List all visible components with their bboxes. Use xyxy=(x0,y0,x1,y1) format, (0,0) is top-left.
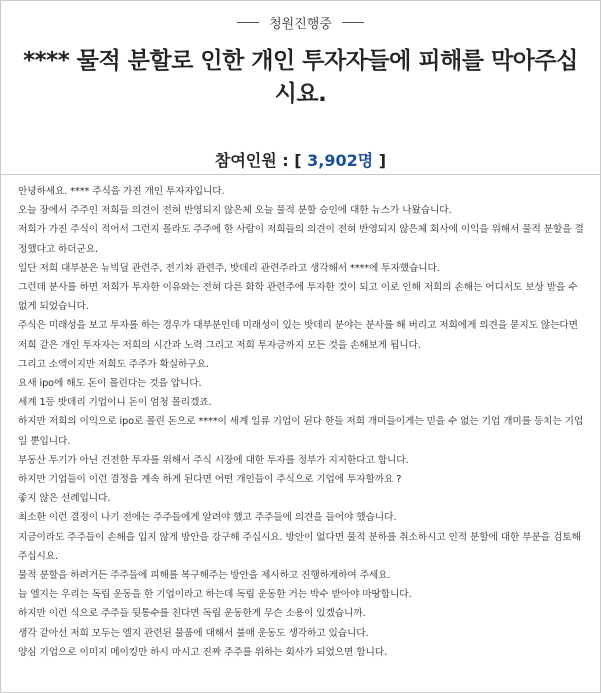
body-paragraph: 부동산 투기가 아닌 건전한 투자를 위해서 주식 시장에 대한 투자를 정부가 지지한다고 합니다. xyxy=(18,454,409,466)
participant-open-bracket: [ xyxy=(294,151,302,170)
participant-count xyxy=(1,148,600,171)
petition-title: **** 물적 분할로 인한 개인 투자자들에 피해를 막아주십시요. xyxy=(23,48,578,107)
body-paragraph: 생각 같아선 저희 모두는 엘지 관련된 물품에 대해서 불매 운동도 생각하고 있습니다. xyxy=(18,627,369,639)
body-paragraph: 그런데 분사를 하면 저희가 투자한 이유와는 전혀 다른 화학 관련주에 투자한 것이 되고 이로 인해 저희의 손해는 어디서도 보상 받을 수 없게 되었습니다. xyxy=(18,282,578,313)
status-label: 청원진행중 xyxy=(269,17,332,32)
body-paragraph: 최소한 이런 결정이 나기 전에는 주주들에게 알려야 했고 주주들에 의견을 들어야 했습니다. xyxy=(18,512,397,524)
petition-header xyxy=(1,1,600,175)
body-paragraph: 하지만 기업들이 이런 결정을 계속 하게 된다면 어떤 개인들이 주식으로 기업에 투자할까요 ? xyxy=(18,474,402,486)
body-paragraph: 요새 ipo에 해도 돈이 몰린다는 것을 압니다. xyxy=(18,378,202,390)
participant-close-bracket: ] xyxy=(378,151,387,170)
body-paragraph: 세계 1등 밧데리 기업이니 돈이 엄청 몰리겠죠. xyxy=(18,397,212,409)
participant-number: 3,902명 xyxy=(307,151,374,170)
status-dash-left xyxy=(237,22,259,23)
body-paragraph: 저희가 가진 주식이 적어서 그런지 몰라도 주주에 한 사람이 저희들의 의견이 전혀 반영되지 않은체 회사에 이익을 위해서 물적 분할을 결정했다고 하더군요. xyxy=(18,224,584,255)
body-paragraph: 그리고 소액이지만 저희도 주주가 확실하구요. xyxy=(18,358,209,370)
body-paragraph: 오늘 장에서 주주인 저희들 의견이 전혀 반영되지 않은체 오늘 물적 분할 승인에 대한 뉴스가 나왔습니다. xyxy=(18,205,452,217)
participant-label: 참여인원 : xyxy=(214,151,289,170)
body-paragraph: 지금이라도 주주들이 손해을 입지 않게 방안을 강구해 주십시요. 방안이 없다면 물적 분하를 취소하시고 인적 분할에 대한 부분을 검토해 주십시요. xyxy=(18,531,581,562)
body-paragraph: 하지만 이런 식으로 주주들 뒷통수를 친다면 독립 운동한게 무슨 소용이 있겠습니까. xyxy=(18,608,366,620)
petition-status xyxy=(1,13,600,32)
petition-body xyxy=(1,175,600,662)
body-paragraph: 양심 기업으로 이미지 메이킹만 하시 마시고 진짜 주주를 위하는 회사가 되었으면 합니다. xyxy=(18,646,388,658)
body-paragraph: 안녕하세요. **** 주식을 가진 개인 투자자입니다. xyxy=(18,186,225,197)
body-paragraph: 주식은 미래성을 보고 투자를 하는 경우가 대부분인데 미래성이 있는 밧데리 분야는 분사를 해 버리고 저희에게 의견을 묻지도 않는다면 저희 같은 개인 투자자는 저희의 시간과 노력 그리고 저희 투자금까지 모든 것을 손해보게 됩니다. xyxy=(18,320,578,351)
body-paragraph: 하지만 저희의 이익으로 ipo로 몰린 돈으로 ****이 세계 일류 기업이 된다 한들 저희 개미들이게는 믿을 수 없는 기업 개미를 등치는 기업일 뿐입니다. xyxy=(18,416,584,447)
body-paragraph: 일단 저희 대부분은 뉴빅딜 관련주, 전기차 관련주, 밧데리 관련주라고 생각해서 ****에 투자했습니다. xyxy=(18,262,440,274)
body-paragraph: 늘 엘지는 우리는 독립 운동을 한 기업이라고 하는데 독립 운동한 거는 박수 받아야 마땅합니다. xyxy=(18,589,412,601)
status-dash-right xyxy=(342,22,364,23)
body-paragraph: 좋지 않은 선례입니다. xyxy=(18,493,111,505)
body-paragraph: 물적 분할을 하려거든 주주들에 피해를 복구해주는 방안을 제시하고 진행하게하여 주세요. xyxy=(18,570,391,582)
